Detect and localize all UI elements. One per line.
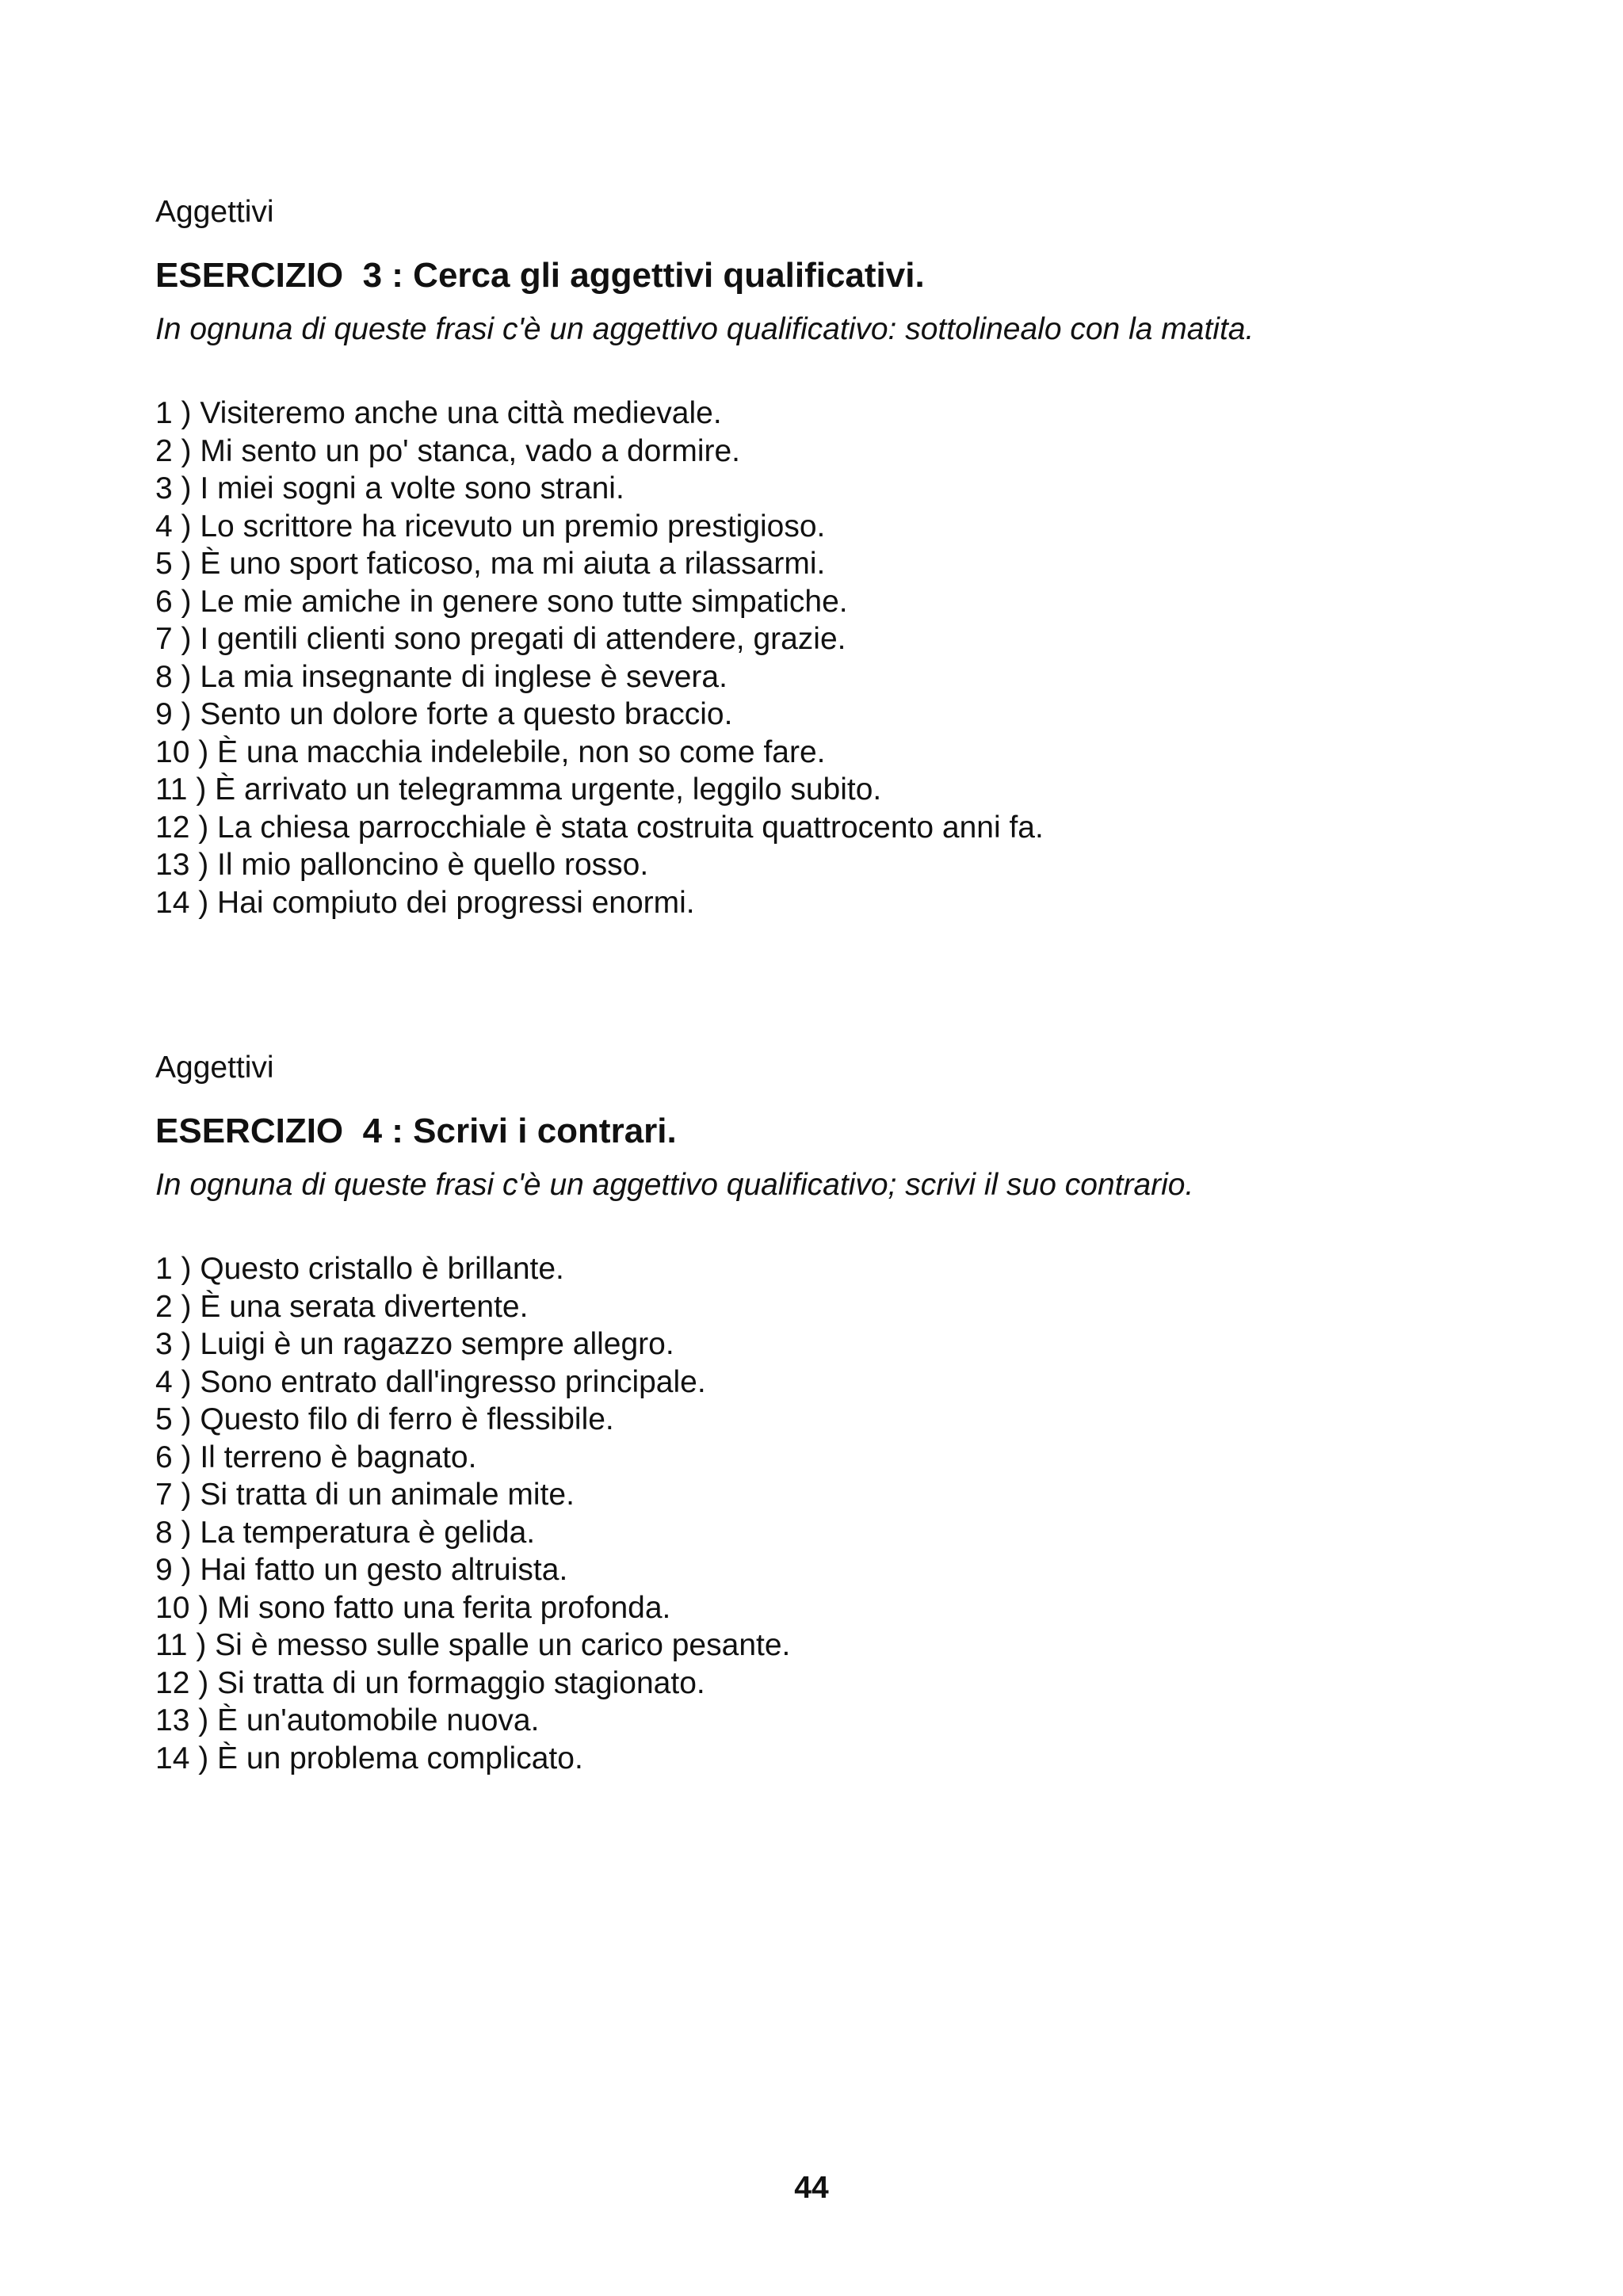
list-item: 13 ) È un'automobile nuova.: [155, 1703, 540, 1737]
list-item: 12 ) Si tratta di un formaggio stagionato.: [155, 1665, 705, 1700]
list-item: 8 ) La mia insegnante di inglese è severa.: [155, 659, 727, 694]
list-item: 14 ) Hai compiuto dei progressi enormi.: [155, 885, 695, 920]
exercise-4: [155, 1044, 1503, 1777]
list-item: 5 ) Questo filo di ferro è flessibile.: [155, 1402, 614, 1436]
list-item: 14 ) È un problema complicato.: [155, 1741, 583, 1775]
exercise-items: [155, 395, 1503, 921]
list-item: 12 ) La chiesa parrocchiale è stata costruita quattrocento anni fa.: [155, 810, 1044, 845]
list-item: 1 ) Questo cristallo è brillante.: [155, 1252, 564, 1286]
list-item: 3 ) I miei sogni a volte sono strani.: [155, 471, 624, 505]
list-item: 5 ) È uno sport faticoso, ma mi aiuta a rilassarmi.: [155, 547, 826, 581]
category-label: Aggettivi: [155, 1051, 274, 1085]
exercise-3: [155, 189, 1503, 921]
list-item: 13 ) Il mio palloncino è quello rosso.: [155, 848, 649, 882]
list-item: 11 ) È arrivato un telegramma urgente, leggilo subito.: [155, 772, 882, 807]
list-item: 4 ) Lo scrittore ha ricevuto un premio prestigioso.: [155, 509, 826, 543]
list-item: 7 ) Si tratta di un animale mite.: [155, 1478, 575, 1512]
list-item: 10 ) Mi sono fatto una ferita profonda.: [155, 1590, 671, 1625]
list-item: 10 ) È una macchia indelebile, non so come fare.: [155, 734, 826, 769]
list-item: 3 ) Luigi è un ragazzo sempre allegro.: [155, 1327, 674, 1361]
list-item: 7 ) I gentili clienti sono pregati di attendere, grazie.: [155, 622, 846, 656]
list-item: 9 ) Hai fatto un gesto altruista.: [155, 1553, 568, 1587]
list-item: 1 ) Visiteremo anche una città medievale.: [155, 396, 722, 430]
list-item: 8 ) La temperatura è gelida.: [155, 1515, 536, 1550]
list-item: 9 ) Sento un dolore forte a questo braccio.: [155, 697, 733, 731]
list-item: 2 ) È una serata divertente.: [155, 1289, 529, 1324]
exercise-instructions: In ognuna di queste frasi c'è un aggettivo qualificativo: sottolinealo con la matita.: [155, 312, 1254, 346]
exercise-title: ESERCIZIO 3 : Cerca gli aggettivi qualificativi.: [155, 256, 925, 295]
list-item: 6 ) Il terreno è bagnato.: [155, 1440, 477, 1474]
list-item: 6 ) Le mie amiche in genere sono tutte simpatiche.: [155, 584, 848, 619]
exercise-instructions: In ognuna di queste frasi c'è un aggettivo qualificativo; scrivi il suo contrario.: [155, 1168, 1194, 1202]
list-item: 2 ) Mi sento un po' stanca, vado a dormire.: [155, 433, 740, 468]
category-label: Aggettivi: [155, 195, 274, 229]
list-item: 11 ) Si è messo sulle spalle un carico pesante.: [155, 1628, 791, 1662]
exercise-title: ESERCIZIO 4 : Scrivi i contrari.: [155, 1112, 677, 1150]
exercise-items: [155, 1250, 1503, 1777]
list-item: 4 ) Sono entrato dall'ingresso principale.: [155, 1364, 706, 1399]
page-number: 44: [794, 2171, 829, 2205]
